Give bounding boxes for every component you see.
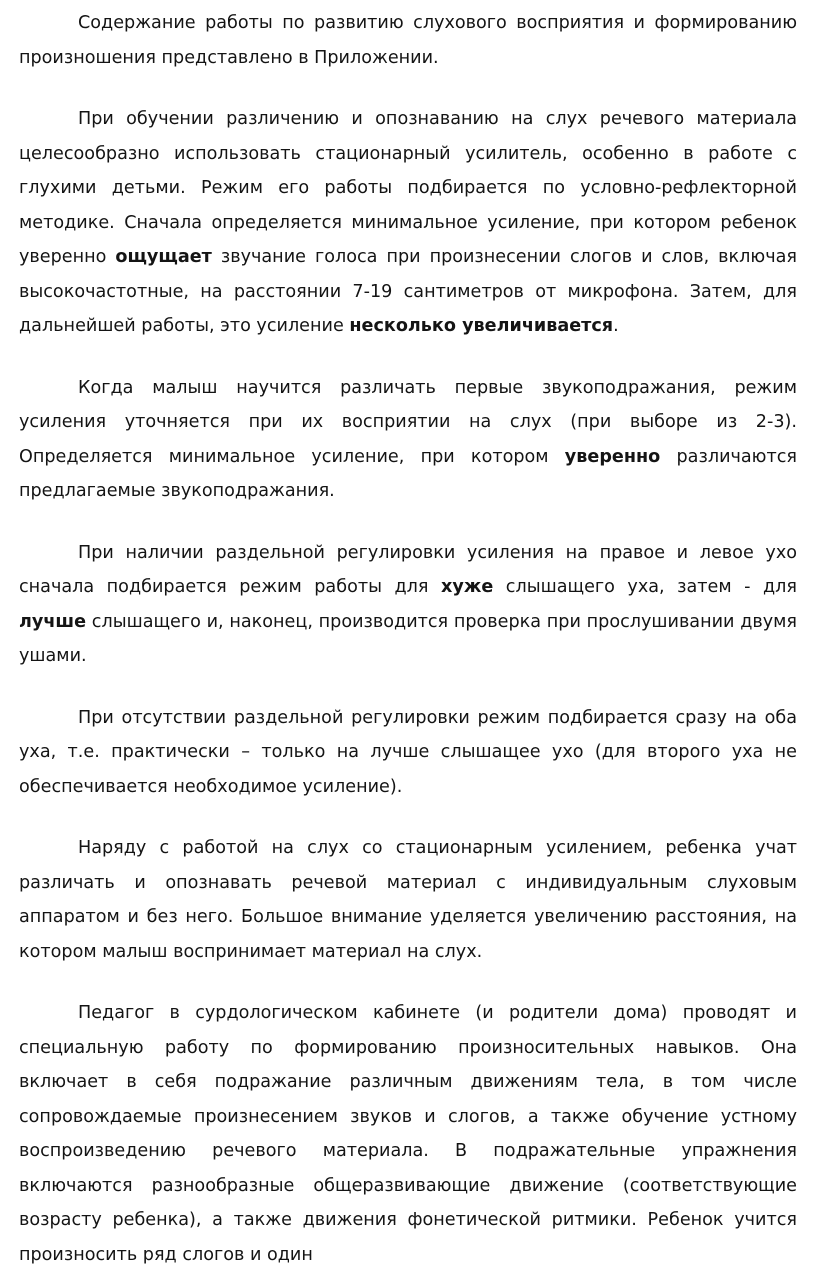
- bold-text-segment: несколько увеличивается: [349, 316, 614, 336]
- document-page: [19, 0, 797, 1272]
- text-segment: слышащего и, наконец, производится проверка при прослушивании двумя ушами.: [19, 611, 797, 666]
- text-segment: слышащего уха, затем - для: [493, 577, 797, 597]
- bold-text-segment: ощущает: [115, 247, 212, 267]
- text-segment: Педагог в сурдологическом кабинете (и родители дома) проводят и специальную работу по формированию произносительных навыков. Она включает в себя подражание различным движениям тела, в том числе сопровождаемые произнесением звуков и слогов, а также обучение устному воспроизведению речевого материала. В подражательные упражнения включаются разнообразные общеразвивающие движение (соответствующие возрасту ребенка), а также движения фонетической ритмики. Ребенок учится произносить ряд слогов и один: [19, 1003, 797, 1265]
- bold-text-segment: уверенно: [564, 446, 661, 467]
- paragraph-gap: [19, 674, 797, 701]
- paragraph-no-separate-regulation: [19, 701, 797, 805]
- paragraph-appendix: [19, 6, 797, 75]
- bold-text-segment: хуже: [441, 577, 494, 597]
- text-segment: Содержание работы по развитию слухового восприятия и формированию произношения представлено в Приложении.: [19, 13, 797, 68]
- text-segment: При наличии раздельной регулировки усиления на правое и левое ухо сначала подбирается режим работы для: [19, 542, 797, 597]
- paragraph-amplifier: [19, 102, 797, 344]
- text-segment: .: [613, 316, 619, 336]
- text-segment: различаются предлагаемые звукоподражания.: [19, 446, 797, 501]
- text-segment: Наряду с работой на слух со стационарным усилением, ребенка учат различать и опознавать речевой материал с индивидуальным слуховым аппаратом и без него. Большое внимание уделяется увеличению расстояния, на котором малыш воспринимает материал на слух.: [19, 838, 797, 962]
- paragraph-hearing-aid: [19, 831, 797, 969]
- text-segment: При отсутствии раздельной регулировки режим подбирается сразу на оба уха, т.е. практически – только на лучше слышащее ухо (для второго уха не обеспечивается необходимое усиление).: [19, 707, 797, 797]
- bold-text-segment: лучше: [19, 611, 87, 632]
- paragraph-onomatopoeia: [19, 371, 797, 509]
- paragraph-gap: [19, 509, 797, 536]
- text-segment: При обучении различению и опознаванию на слух речевого материала целесообразно использовать стационарный усилитель, особенно в работе с глухими детьми. Режим его работы подбирается по условно-рефлекторной методике. Сначала определяется минимальное усиление, при котором ребенок уверенно: [19, 109, 797, 267]
- paragraph-gap: [19, 804, 797, 831]
- text-segment: звучание голоса при произнесении слогов и слов, включая высокочастотные, на расстоянии 7-19 сантиметров от микрофона. Затем, для дальнейшей работы, это усиление: [19, 247, 797, 336]
- paragraph-gap: [19, 75, 797, 102]
- text-segment: Когда малыш научится различать первые звукоподражания, режим усиления уточняется при их восприятии на слух (при выборе из 2-3). Определяется минимальное усиление, при котором: [19, 377, 797, 467]
- paragraph-separate-regulation: [19, 536, 797, 674]
- paragraph-gap: [19, 969, 797, 996]
- paragraph-gap: [19, 344, 797, 371]
- paragraph-pronunciation: [19, 996, 797, 1272]
